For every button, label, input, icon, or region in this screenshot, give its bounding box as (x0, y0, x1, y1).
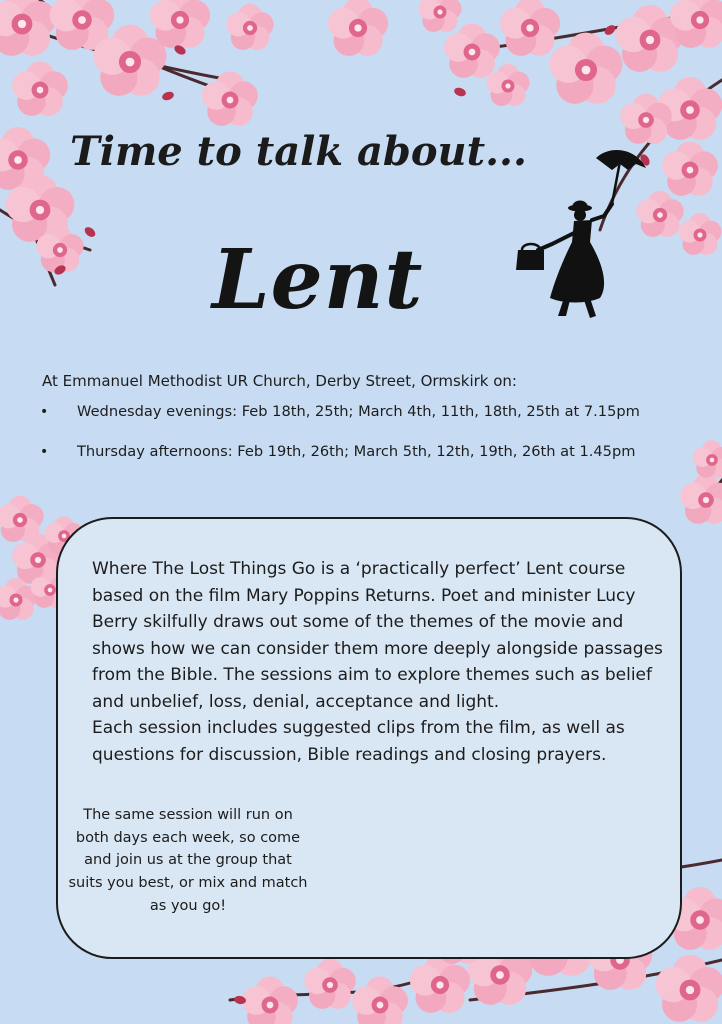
description-paragraph: Where The Lost Things Go is a ‘practically perfect’ Lent course based on the film Mary Poppins Returns. Poet and minister Lucy Berry skilfully draws out some of the themes of the movie and shows how we can consider them more deeply alongside passages from the Bible. The sessions aim to explore themes such as belief and unbelief, loss, denial, acceptance and light. (92, 559, 663, 712)
course-description (92, 556, 680, 768)
session-thursday: Thursday afternoons: Feb 19th, 26th; March 5th, 12th, 19th, 26th at 1.45pm (77, 443, 636, 460)
title-line: Time to talk about... (70, 128, 527, 175)
list-item (40, 442, 710, 462)
venue-line: At Emmanuel Methodist UR Church, Derby Street, Ormskirk on: (42, 372, 517, 390)
session-wednesday: Wednesday evenings: Feb 18th, 25th; March 4th, 11th, 18th, 25th at 7.15pm (77, 403, 640, 420)
bullet-icon: • (40, 444, 49, 460)
contents-paragraph: Each session includes suggested clips from the film, as well as questions for discussion, Bible readings and closing prayers. (92, 718, 625, 765)
page-title: Lent (212, 232, 424, 328)
bullet-icon: • (40, 404, 49, 420)
session-list (40, 402, 710, 482)
schedule-note: The same session will run on both days each week, so come and join us at the group that suits you best, or mix and match as you go! (68, 807, 308, 914)
list-item (40, 402, 710, 422)
